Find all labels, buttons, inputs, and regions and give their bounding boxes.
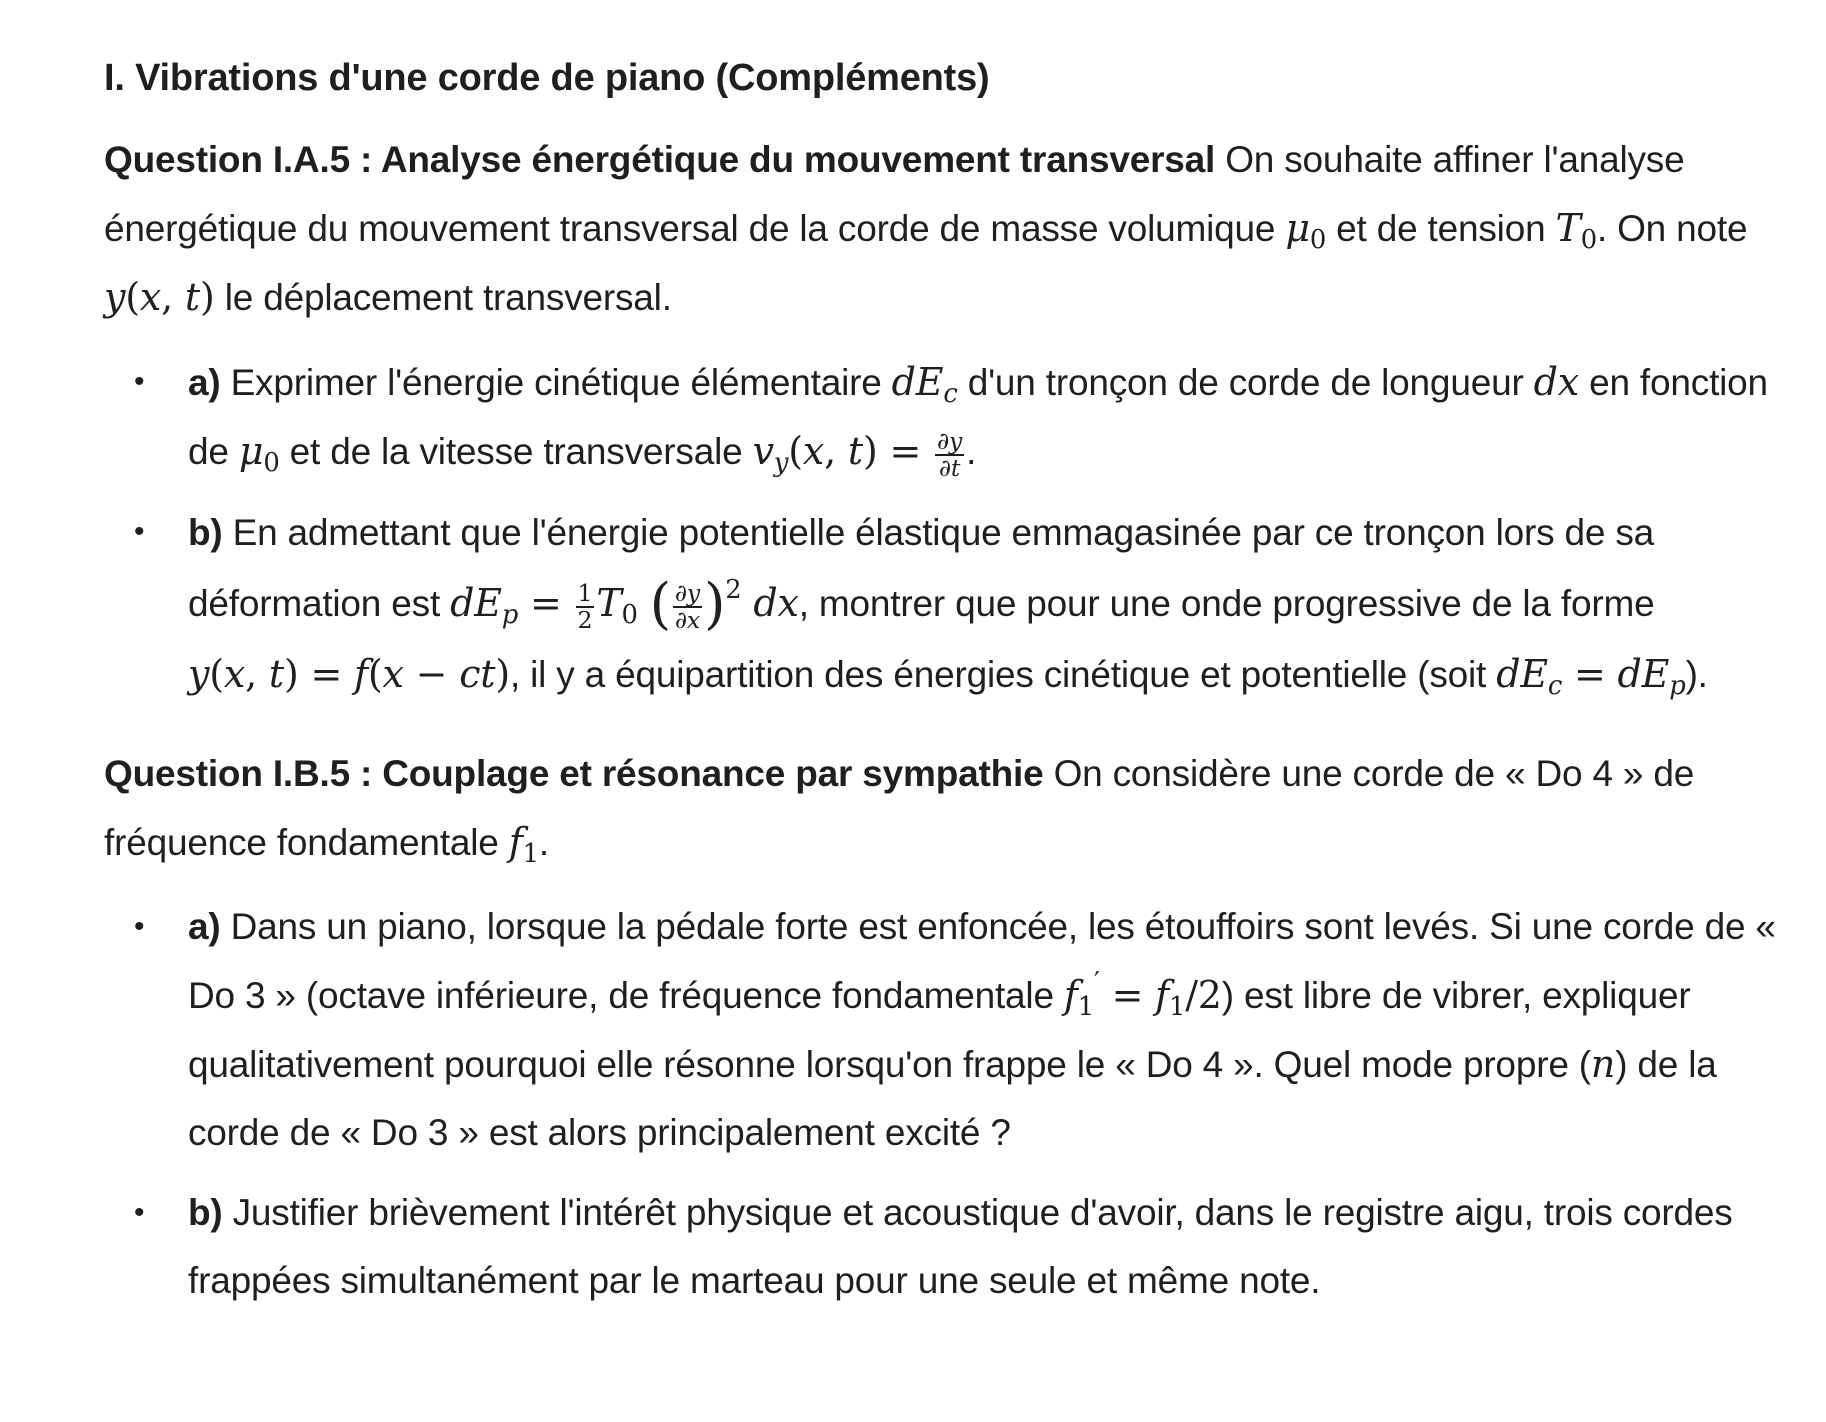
math-f1-prime: $f_1' = f_1/2$ xyxy=(1063,966,1222,1023)
question-ib5-intro: Question I.B.5 : Couplage et résonance par sympathie On considère une corde de « Do 4 » de fréquence fondamentale $f_1$. xyxy=(104,753,1695,870)
math-vy: $v_y(x$, t) = $\frac{\partial y}{\partial t}$ xyxy=(752,426,963,482)
math-T0: $T_0$ xyxy=(1555,206,1597,256)
question-ia5-intro: Question I.A.5 : Analyse énergétique du mouvement transversal On souhaite affiner l'analyse énergétique du mouvement transversal de la corde de masse volumique $\mu_0$ et de tension $T_0$. On note y(x, t) le déplacement transversal. xyxy=(104,139,1748,319)
math-dEc: $dE_c$ xyxy=(891,360,958,410)
question-ib5-list xyxy=(104,893,1784,1315)
math-n: n xyxy=(1590,1042,1616,1086)
bullet-icon: • xyxy=(134,365,145,398)
document-title: I. Vibrations d'une corde de piano (Compléments) xyxy=(104,57,990,99)
math-mu0: $\mu_0$ xyxy=(238,429,280,479)
bullet-icon: • xyxy=(134,1196,145,1229)
math-mu0: $\mu_0$ xyxy=(1285,206,1327,256)
question-ia5-heading: Question I.A.5 : Analyse énergétique du mouvement transversal xyxy=(104,139,1216,180)
document xyxy=(104,52,1784,1345)
math-equipartition: $dE_c = dE_p$ xyxy=(1496,652,1686,702)
math-dx: dx xyxy=(1533,360,1580,404)
list-item: • a) Dans un piano, lorsque la pédale forte est enfoncée, les étouffoirs sont levés. Si une corde de « Do 3 » (octave inférieure, de fréquence fondamentale $f_1' = f_1/2$) est libre de vibrer, expliquer qualitativement pourquoi elle résonne lorsqu'on frappe le « Do 4 ». Quel mode propre (n) de la corde de « Do 3 » est alors principalement excité ? xyxy=(104,893,1784,1167)
math-y-xt: y(x, t) xyxy=(104,275,215,319)
question-ib5-heading: Question I.B.5 : Couplage et résonance par sympathie xyxy=(104,753,1044,794)
bullet-icon: • xyxy=(134,910,145,943)
math-dEp: $dE_p$ = $\frac{1}{2}$ $T_0$ ( $\frac{\partial y}{\partial x}$ )$^2$ dx xyxy=(450,571,799,636)
list-item: • a) Exprimer l'énergie cinétique élémentaire $dE_c$ d'un tronçon de corde de longueur dx en fonction de $\mu_0$ et de la vitesse transversale $v_y(x$, t) = $\frac{\partial y}{\partial t}$ . xyxy=(104,348,1784,486)
question-ia5-list xyxy=(104,348,1784,710)
math-f1: $f_1$ xyxy=(508,820,539,870)
bullet-icon: • xyxy=(134,515,145,548)
list-item: • b) En admettant que l'énergie potentielle élastique emmagasinée par ce tronçon lors de sa déformation est $dE_p$ = $\frac{1}{2}$ $T_0$ ( $\frac{\partial y}{\partial x}$ )$^2$ dx, montrer que pour une onde progressive de la forme y(x, t) = f(x − ct), il y a équipartition des énergies cinétique et potentielle (soit $dE_c = dE_p$). xyxy=(104,498,1784,710)
math-wave-form: y(x, t) = f(x − ct) xyxy=(188,652,510,696)
list-item: • b) Justifier brièvement l'intérêt physique et acoustique d'avoir, dans le registre aigu, trois cordes frappées simultanément par le marteau pour une seule et même note. xyxy=(104,1179,1784,1315)
